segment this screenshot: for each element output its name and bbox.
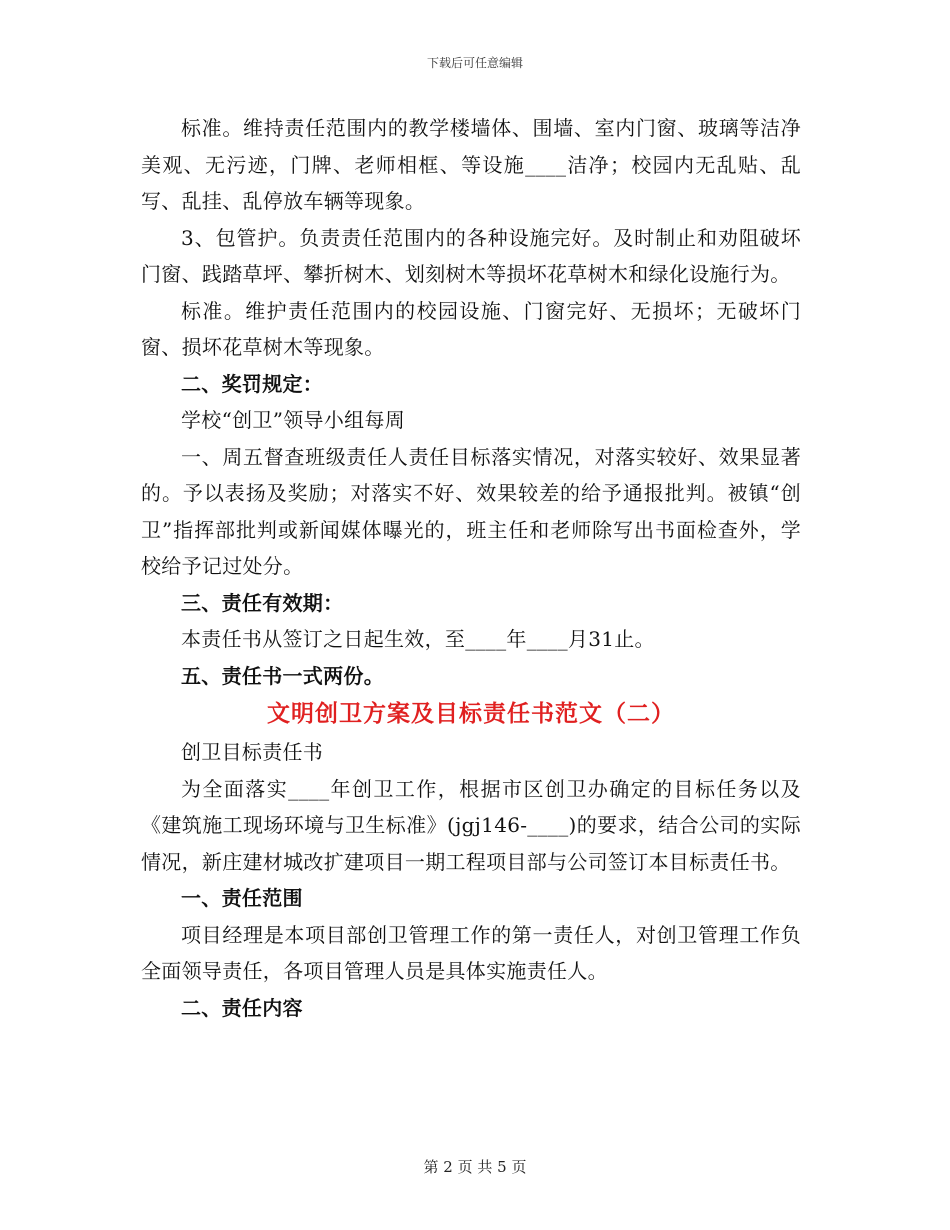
section-title: 文明创卫方案及目标责任书范文（二） — [267, 700, 675, 727]
paragraph-weekly-group: 学校“创卫”领导小组每周 — [181, 408, 406, 432]
heading-copies: 五、责任书一式两份。 — [181, 663, 384, 688]
paragraph-cleaning-standard: 标准。维持责任范围内的教学楼墙体、围墙、室内门窗、玻璃等洁净美观、无污迹，门牌、老师相框、等设施____洁净；校园内无乱贴、乱写、乱挂、乱停放车辆等现象。 — [141, 116, 801, 213]
paragraph-purpose: 为全面落实____年创卫工作，根据市区创卫办确定的目标任务以及《建筑施工现场环境与卫生标准》(jgj146-____)的要求，结合公司的实际情况，新庄建材城改扩建项目一期工程项目部与公司签订本目标责任书。 — [141, 776, 801, 874]
document-body — [141, 110, 801, 1026]
paragraph-maintenance-duty: 3、包管护。负责责任范围内的各种设施完好。及时制止和劝阻破坏门窗、践踏草坪、攀折树木、划刻树木等损坏花草树木和绿化设施行为。 — [141, 225, 801, 286]
heading-content: 二、责任内容 — [181, 995, 303, 1020]
heading-rewards-penalties: 二、奖罚规定： — [181, 371, 324, 396]
page-header: 下载后可任意编辑 — [426, 56, 523, 70]
heading-scope: 一、责任范围 — [181, 886, 303, 910]
heading-validity: 三、责任有效期： — [181, 590, 344, 615]
page-footer: 第 2 页 共 5 页 — [423, 1158, 527, 1176]
paragraph-inspection: 一、周五督查班级责任人责任目标落实情况，对落实较好、效果显著的。予以表扬及奖励；对落实不好、效果较差的给予通报批判。被镇“创卫”指挥部批判或新闻媒体曝光的，班主任和老师除写出书面检查外，学校给予记过处分。 — [141, 444, 801, 578]
paragraph-validity: 本责任书从签订之日起生效，至____年____月31止。 — [181, 627, 655, 651]
paragraph-doc-name: 创卫目标责任书 — [181, 740, 324, 764]
paragraph-maintenance-standard: 标准。维护责任范围内的校园设施、门窗完好、无损坏；无破坏门窗、损坏花草树木等现象。 — [141, 298, 801, 359]
paragraph-scope: 项目经理是本项目部创卫管理工作的第一责任人，对创卫管理工作负全面领导责任，各项目管理人员是具体实施责任人。 — [141, 922, 801, 983]
